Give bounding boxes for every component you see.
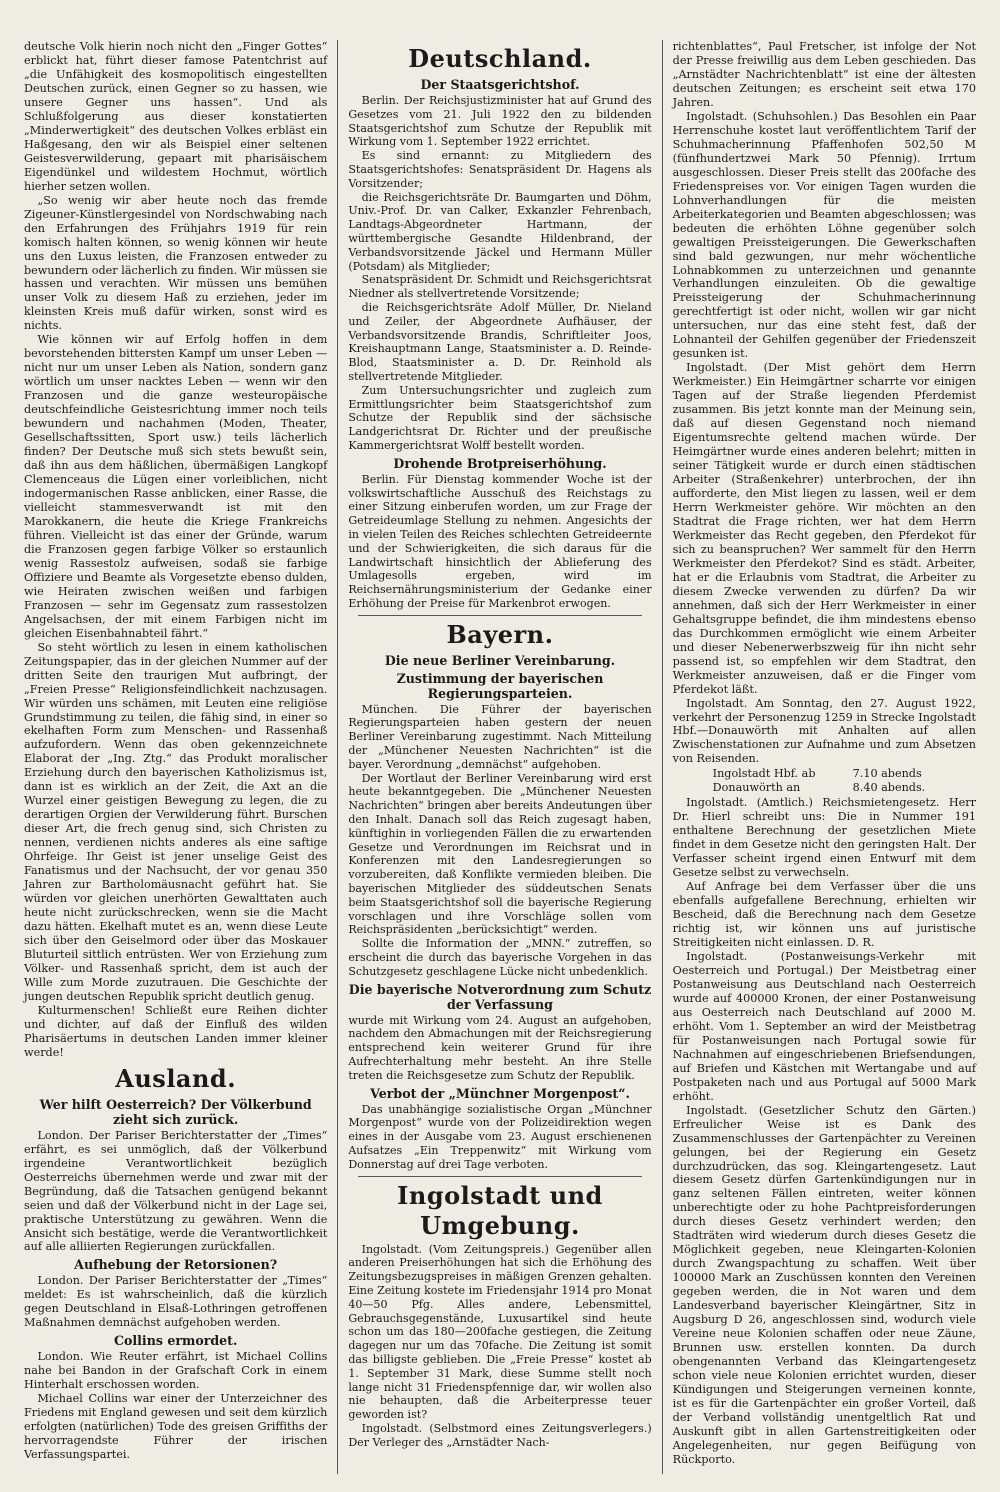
article-paragraph: Ingolstadt. Am Sonntag, den 27. August 1922, verkehrt der Personenzug 1259 in Strecke Ingolstadt Hbf.—Donauwörth mit Anhalten auf allen Zwischenstationen zur Aufnahme und zum Absetzen von Reisenden. (672, 696, 976, 766)
timetable-station: Ingolstadt Hbf. ab (712, 767, 816, 781)
article-paragraph: Kulturmenschen! Schließt eure Reihen dichter und dichter, auf daß der Einfluß des wilden Pharisäertums in deutschen Landen immer kleiner werde! (24, 1003, 328, 1059)
timetable-row (673, 781, 976, 795)
timetable-station: Donauwörth an (712, 781, 801, 795)
train-timetable (673, 767, 976, 795)
article-headline: Aufhebung der Retorsionen? (74, 1257, 278, 1273)
section-heading: Ingolstadt und Umgebung. (397, 1180, 603, 1240)
article-paragraph: Wie können wir auf Erfolg hoffen in dem bevorstehenden bittersten Kampf um unser Leben — nicht nur um unser Leben als Nation, sondern ganz wörtlich um unser nacktes Leben — wenn wir den Franzosen und die ganze westeuropäische deutschfeindliche Geistesrichtung immer noch teils bewundern und nachahmen (Moden, Theater, Gesellschaftssitten, Sport usw.) teils lächerlich finden? Der Deutsche muß sich stets bewußt sein, daß ihn aus dem häßlichen, übermäßigen Langkopf Clemenceaus die Lügen einer vorleiblichen, nicht indogermanischen Rasse anblicken, einer Rasse, die vielleicht stammesverwandt ist mit den Marokkanern, die heute die Kriege Frankreichs führen. Vielleicht ist das einer der Gründe, warum die Franzosen gegen farbige Völker so erstaunlich wenig Rassestolz aufweisen, sodaß sie farbige Offiziere und Beamte als Vorgesetzte ebenso dulden, wie Heiraten zwischen weißen und farbigen Franzosen — sehr im Gegensatz zum rassestolzen Angelsachsen, der mit einem Farbigen nicht im gleichen Eisenbahnabteil fährt.“ (24, 333, 328, 640)
article-paragraph: wurde mit Wirkung vom 24. August an aufgehoben, nachdem den Abmachungen mit der Reichsregierung entsprechend kein weiterer Grund für ihre Aufrechterhaltung mehr besteht. An ihre Stelle treten die Reichsgesetze zum Schutz der Republik. (348, 1013, 652, 1082)
article-headline: Drohende Brotpreiserhöhung. (393, 455, 607, 471)
article-paragraph: Ingolstadt. (Schuhsohlen.) Das Besohlen ein Paar Herrenschuhe kostet laut veröffentlichtem Tarif der Schuhmacherinnung Pfaffenhofen 502,50 M (fünfhundertzwei Mark 50 Pfennig). Irrtum ausgeschlossen. Dieser Preis stellt das 200fache des Friedenspreises vor. Vor einigen Tagen wurden die Lohnverhandlungen für die meisten Arbeiterkategorien und Beamten abgeschlossen; was bedeuten die erhöhten Löhne gegenüber solch gewaltigen Preissteigerungen. Die Gewerkschaften sind bald gezwungen, nur mehr wöchentliche Lohnabkommen zu unterzeichnen und genannte Verhandlungen einzuleiten. Ob die gewaltige Preissteigerung der Schuhmacherinnung gerechtfertigt ist oder nicht, wollen wir gar nicht untersuchen, nur das eine steht fest, daß der Lohnanteil der Gehilfen gegenüber der Friedenszeit gesunken ist. (672, 109, 976, 361)
article-headline: Zustimmung der bayerischen Regierungsparteien. (396, 670, 604, 701)
section-heading: Deutschland. (408, 44, 592, 73)
section-heading: Ausland. (115, 1063, 237, 1093)
article-paragraph: Ingolstadt. (Amtlich.) Reichsmietengesetz. Herr Dr. Hierl schreibt uns: Die in Nummer 191 enthaltene Berechnung der gesetzlichen Miete findet in dem Gesetze nicht den geringsten Halt. Der Verfasser scheint irgend einen Entwurf mit dem Gesetze selbst zu verwechseln. (672, 796, 976, 880)
article-paragraph: Zum Untersuchungsrichter und zugleich zum Ermittlungsrichter beim Staatsgerichtshof zum Schutze der Republik sind der sächsische Landgerichtsrat Dr. Richter und der preußische Kammergerichtsrat Wolff bestellt worden. (348, 383, 652, 452)
column-1 (14, 40, 337, 1474)
article-paragraph: Das unabhängige sozialistische Organ „Münchner Morgenpost“ wurde von der Polizeidirektion wegen eines in der Ausgabe vom 23. August erschienenen Aufsatzes „Ein Treppenwitz“ mit Wirkung vom Donnerstag auf drei Tage verboten. (348, 1102, 652, 1171)
article-headline: Verbot der „Münchner Morgenpost“. (370, 1085, 630, 1101)
article-paragraph: München. Die Führer der bayerischen Regierungsparteien haben gestern der neuen Berliner Vereinbarung zugestimmt. Nach Mitteilung der „Münchener Neuesten Nachrichten“ ist die bayer. Verordnung „demnächst“ aufgehoben. (348, 702, 652, 771)
article-paragraph: Ingolstadt. (Postanweisungs-Verkehr mit Oesterreich und Portugal.) Der Meistbetrag einer Postanweisung aus Deutschland nach Oesterreich wurde auf 400000 Kronen, der einer Postanweisung aus Oesterreich nach Deutschland auf 2000 M. erhöht. Vom 1. September an wird der Meistbetrag für Postanweisungen nach Portugal sowie für Nachnahmen auf eingeschriebenen Briefsendungen, auf Briefen und Kästchen mit Wertangabe und auf Postpaketen nach und aus Portugal auf 5000 Mark erhöht. (672, 949, 976, 1103)
article-paragraph: „So wenig wir aber heute noch das fremde Zigeuner-Künstlergesindel von Nordschwabing nach den Erfahrungen des Frühjahrs 1919 für rein komisch halten können, so wenig können wir heute uns den Luxus leisten, die Franzosen entweder zu bewundern oder lächerlich zu finden. Wir müssen sie hassen und verachten. Wir müssen uns bemühen unser Volk zu diesem Haß zu erziehen, jeder im kleinsten Kreis muß dafür wirken, sonst wird es nichts. (24, 193, 328, 333)
article-paragraph: Auf Anfrage bei dem Verfasser über die uns ebenfalls aufgefallene Berechnung, erhielten wir Bescheid, daß die Berechnung nach dem Gesetze richtig ist, wir können uns auf juristische Streitigkeiten nicht einlassen. D. R. (672, 880, 976, 949)
section-heading: Bayern. (446, 619, 554, 649)
section-divider (358, 615, 641, 616)
article-paragraph: richtenblattes“, Paul Fretscher, ist infolge der Not der Presse freiwillig aus dem Leben geschieden. Das „Arnstädter Nachrichtenblatt“ ist eine der ältesten deutschen Zeitungen; es erscheint seit etwa 170 Jahren. (672, 40, 976, 109)
article-paragraph: Ingolstadt. (Gesetzlicher Schutz den Gärten.) Erfreulicher Weise ist es Dank des Zusammenschlusses der Gartenpächter zu Vereinen gelungen, bei der Regierung ein Gesetz durchzudrücken, das sog. Kleingartengesetz. Laut diesem Gesetz dürfen Gartenkündigungen nur in ganz seltenen Fällen eintreten, weiter können unberechtigte oder zu hohe Pachtpreisforderungen durch dieses Gesetz verhindert werden; den Stadträten wird wiederum durch dieses Gesetz die Möglichkeit gegeben, neue Kleingarten-Kolonien durch Zwangspachtung zu schaffen. Weit über 100000 Mark an Zuschüssen konnten den Vereinen gegeben werden, die in Not waren und dem Landesverband bayerischer Kleingärtner, Sitz in Augsburg D 26, angeschlossen sind, wodurch viele Vereine neue Kolonien schaffen oder neue Zäune, Brunnen usw. erstellen konnten. Da durch obengenannten Verband das Kleingartengesetz schon viele neue Kolonien errichtet wurden, dieser Kündigungen und Steigerungen verneinen konnte, ist es für die Gartenpächter ein großer Vorteil, daß der Verband vollständig unentgeltlich Rat und Auskunft gibt in allen Gartenstreitigkeiten oder Angelegenheiten, nur gegen Beifügung von Rückporto. (672, 1103, 976, 1466)
timetable-time: 7.10 abends (852, 767, 922, 781)
article-paragraph: die Reichsgerichtsräte Dr. Baumgarten und Döhm, Univ.-Prof. Dr. van Calker, Exkanzler Fehrenbach, Landtags-Abgeordneter Hartmann, der württembergische Gesandte Hildenbrand, der Verbandsvorsitzende Jäckel und Hermann Müller (Potsdam) als Mitglieder; (348, 190, 652, 273)
article-paragraph: Senatspräsident Dr. Schmidt und Reichsgerichtsrat Niedner als stellvertretende Vorsitzende; (348, 273, 652, 301)
article-paragraph: Sollte die Information der „MNN.“ zutreffen, so erscheint die durch das bayerische Vorgehen in das Schutzgesetz geschlagene Lücke nicht unbedenklich. (348, 937, 652, 978)
article-paragraph: die Reichsgerichtsräte Adolf Müller, Dr. Nieland und Zeiler, der Abgeordnete Aufhäuser, der Verbandsvorsitzende Brandis, Schriftleiter Joos, Kreishauptmann Lange, Staatsminister a. D. Reinde-Blod, Staatsminister a. D. Dr. Reinhold als stellvertretende Mitglieder. (348, 300, 652, 383)
article-headline: Collins ermordet. (113, 1333, 238, 1349)
article-paragraph: Es sind ernannt: zu Mitgliedern des Staatsgerichtshofes: Senatspräsident Dr. Hagens als Vorsitzender; (348, 149, 652, 190)
article-headline: Wer hilft Oesterreich? Der Völkerbund zieht sich zurück. (39, 1096, 312, 1127)
article-paragraph: Der Wortlaut der Berliner Vereinbarung wird erst heute bekanntgegeben. Die „Münchener Neuesten Nachrichten“ bringen aber bereits Andeutungen über den Inhalt. Danach soll das Reich zugesagt haben, künftighin in vorliegenden Fällen die zu erwartenden Gesetze und Verordnungen im Reichsrat und in Konferenzen mit den Landesregierungen so vorzubereiten, daß Konflikte vermieden bleiben. Die bayerischen Mitglieder des süddeutschen Senats beim Staatsgerichtshof soll die bayerische Regierung vorschlagen und ihre Vorschläge sollen vom Reichspräsidenten „berücksichtigt“ werden. (348, 771, 652, 937)
article-paragraph: Michael Collins war einer der Unterzeichner des Friedens mit England gewesen und seit dem kürzlich erfolgten (natürlichen) Tode des greisen Griffiths der hervorragendste Führer der irischen Verfassungspartei. (24, 1392, 328, 1462)
timetable-row (673, 767, 976, 781)
column-2 (337, 40, 661, 1474)
article-headline: Der Staatsgerichtshof. (420, 77, 580, 92)
article-headline: Die neue Berliner Vereinbarung. (384, 652, 616, 668)
article-paragraph: Ingolstadt. (Der Mist gehört dem Herrn Werkmeister.) Ein Heimgärtner scharrte vor einigen Tagen auf der Straße liegenden Pferdemist zusammen. Bis jetzt konnte man der Meinung sein, daß auf diesen Gegenstand noch niemand Eigentumsrechte geltend machen würde. Der Heimgärtner wurde eines anderen belehrt; mitten in seiner Tätigkeit wurde er durch einen städtischen Arbeiter (Straßenkehrer) unterbrochen, der ihn aufforderte, den Mist liegen zu lassen, weil er dem Herrn Werkmeister gehöre. Wir möchten an den Stadtrat die Frage richten, wer hat dem Herrn Werkmeister das Recht gegeben, den Pferdekot für sich zu beanspruchen? Wer sammelt für den Herrn Werkmeister den Pferdekot? Sind es städt. Arbeiter, hat er die Erlaubnis vom Stadtrat, die Arbeiter zu diesem Zwecke verwenden zu dürfen? Da wir annehmen, daß sich der Herr Werkmeister in einer Gehaltsgruppe befindet, die ihm mindestens ebenso das Durchkommen ermöglicht wie einem Arbeiter und dieser Nebenerwerbszweig für ihn nicht sehr passend ist, so empfehlen wir dem Stadtrat, den Werkmeister anzuweisen, daß er die Finger vom Pferdekot läßt. (672, 361, 976, 696)
article-paragraph: So steht wörtlich zu lesen in einem katholischen Zeitungspapier, das in der gleichen Nummer auf der dritten Seite den traurigen Mut aufbringt, der „Freien Presse“ Religionsfeindlichkeit nachzusagen. Wir würden uns schämen, mit Leuten eine religiöse Grundstimmung zu teilen, die fähig sind, in einer so ekelhaften Form zum Menschen- und Rassenhaß aufzufordern. Wenn das oben gekennzeichnete Elaborat der „Ing. Ztg.“ das Produkt moralischer Erziehung durch den bayerischen Katholizismus ist, dann ist es wirklich an der Zeit, die Axt an die Wurzel einer geistigen Bewegung zu legen, die zu derartigen Orgien der Verwilderung führt. Burschen dieser Art, die frech genug sind, sich Christen zu nennen, verdienen nichts anderes als eine saftige Ohrfeige. Ihr Geist ist jener unselige Geist des Fanatismus und der Nachsucht, der vor genau 350 Jahren zur Bartholomäusnacht geführt hat. Sie würden vor gleichen unerhörten Gewalttaten auch heute nicht zurückschrecken, wenn sie die Macht dazu hätten. Ekelhaft mutet es an, wenn diese Leute sich über den Geiselmord oder über das Moskauer Bluturteil sittlich entrüsten. Wer von Erziehung zum Völker- und Rassenhaß spricht, dem ist auch der Wille zum Morde zuzutrauen. Die Geschichte der jungen deutschen Republik spricht deutlich genug. (24, 640, 328, 1003)
article-paragraph: London. Der Pariser Berichterstatter der „Times“ erfährt, es sei unmöglich, daß der Völkerbund irgendeine Verantwortlichkeit bezüglich Oesterreichs übernehmen werde und zwar mit der Begründung, daß die Tatsachen genügend bekannt seien und daß der Völkerbund nicht in der Lage sei, praktische Unterstützung zu gewähren. Wenn die Ansicht sich bestätige, werde die Verantwortlichkeit auf alle alliierten Regierungen zurückfallen. (24, 1128, 328, 1254)
timetable-time: 8.40 abends. (852, 781, 926, 795)
article-paragraph: Berlin. Der Reichsjustizminister hat auf Grund des Gesetzes vom 21. Juli 1922 den zu bildenden Staatsgerichtshof zum Schutze der Republik mit Wirkung vom 1. September 1922 errichtet. (348, 94, 652, 149)
section-divider (358, 1176, 641, 1177)
article-paragraph: deutsche Volk hierin noch nicht den „Finger Gottes“ erblickt hat, führt dieser famose Patentchrist auf „die Unfähigkeit des kosmopolitisch eingestellten Deutschen zurück, einen Gegner so zu hassen, wie unsere Gegner uns hassen“. Und als Schlußfolgerung aus dieser konstatierten „Minderwertigkeit“ des deutschen Volkes erbläst ein Haßgesang, den wir als Beispiel einer seltenen Geistesverwilderung, gepaart mit pharisäischem Eigendünkel und wildestem Hochmut, wörtlich hierher setzen wollen. (24, 40, 328, 193)
article-paragraph: Ingolstadt. (Selbstmord eines Zeitungsverlegers.) Der Verleger des „Arnstädter Nach- (348, 1421, 652, 1449)
article-paragraph: Ingolstadt. (Vom Zeitungspreis.) Gegenüber allen anderen Preiserhöhungen hat sich die Erhöhung des Zeitungsbezugspreises in mäßigen Grenzen gehalten. Eine Zeitung kostete im Friedensjahr 1914 pro Monat 40—50 Pfg. Alles andere, Lebensmittel, Gebrauchsgegenstände, Luxusartikel sind heute schon um das 180—200fache gestiegen, die Zeitung dagegen nur um das 70fache. Die Zeitung ist somit das billigste geblieben. Die „Freie Presse“ kostet ab 1. September 31 Mark, diese Summe stellt noch lange nicht 31 Friedenspfennige dar, wir wollen also nie behaupten, daß die Arbeiterpresse teuer geworden ist? (348, 1242, 652, 1422)
article-paragraph: London. Der Pariser Berichterstatter der „Times“ meldet: Es ist wahrscheinlich, daß die kürzlich gegen Deutschland in Elsaß-Lothringen getroffenen Maßnahmen demnächst aufgehoben werden. (24, 1274, 328, 1330)
column-3 (662, 40, 986, 1474)
article-headline: Die bayerische Notverordnung zum Schutz der Verfassung (348, 981, 652, 1012)
article-paragraph: London. Wie Reuter erfährt, ist Michael Collins nahe bei Bandon in der Grafschaft Cork in einem Hinterhalt erschossen worden. (24, 1350, 328, 1392)
article-paragraph: Berlin. Für Dienstag kommender Woche ist der volkswirtschaftliche Ausschuß des Reichstags zu einer Sitzung einberufen worden, um zur Frage der Getreideumlage Stellung zu nehmen. Angesichts der in vielen Teilen des Reiches schlechten Getreideernte und der Schwierigkeiten, die sich daraus für die Landwirtschaft hinsichtlich der Ablieferung des Umlagesolls ergeben, wird im Reichsernährungsministerium der Gedanke einer Erhöhung der Preise für Markenbrot erwogen. (348, 472, 652, 610)
